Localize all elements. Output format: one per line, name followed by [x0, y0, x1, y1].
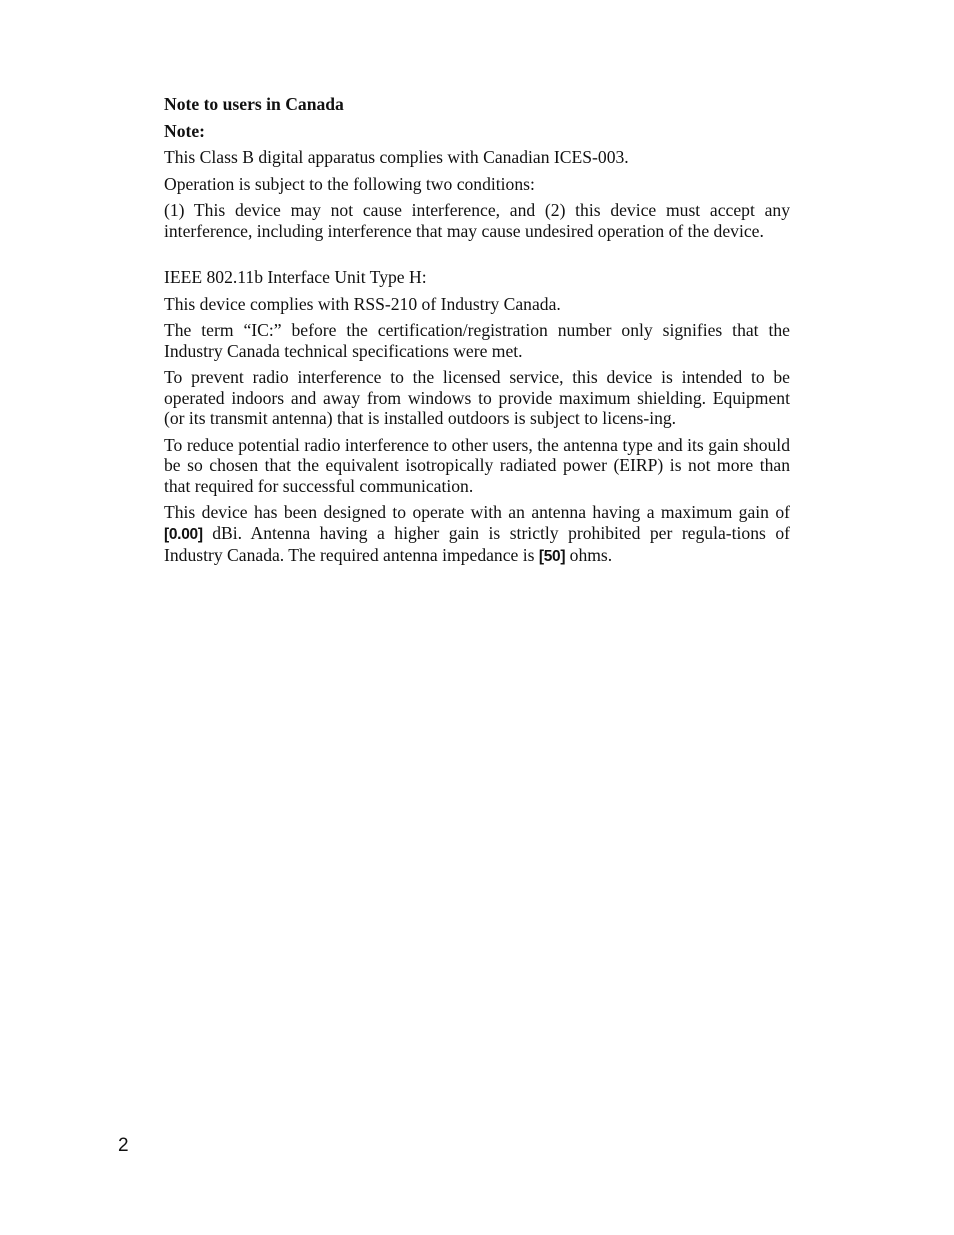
section-spacer — [164, 247, 790, 267]
ices-compliance-paragraph: This Class B digital apparatus complies with Canadian ICES-003. — [164, 147, 629, 167]
antenna-text-part: dBi. Antenna having a higher gain is strictly prohibited per regula-tions of Industry Canada. The required antenna impedance is — [164, 522, 790, 565]
conditions-paragraph: (1) This device may not cause interference, and (2) this device must accept any interference, including interference that may cause undesired operation of the device. — [164, 200, 790, 241]
rss-compliance-paragraph: This device complies with RSS-210 of Industry Canada. — [164, 293, 561, 314]
antenna-gain-paragraph — [164, 502, 790, 568]
impedance-value: [50] — [538, 548, 566, 565]
antenna-text-part: This device has been designed to operate with an antenna having a maximum gain of — [164, 502, 790, 522]
ic-term-paragraph: The term “IC:” before the certification/registration number only signifies that the Industry Canada technical specifications were met. — [164, 320, 790, 361]
ieee-section-title: IEEE 802.11b Interface Unit Type H: — [164, 267, 427, 287]
page-content — [164, 94, 790, 574]
note-label: Note: — [164, 120, 206, 141]
gain-value: [0.00] — [164, 525, 203, 543]
section-heading: Note to users in Canada — [164, 94, 344, 114]
page-number: 2 — [118, 1135, 129, 1156]
antenna-text-part: ohms. — [565, 545, 613, 565]
conditions-intro-paragraph: Operation is subject to the following two conditions: — [164, 173, 535, 194]
radio-interference-paragraph: To prevent radio interference to the licensed service, this device is intended to be operated indoors and away from windows to provide maximum shielding. Equipment (or its transmit antenna) that is installed outdoors is subject to licens-ing. — [164, 367, 790, 428]
antenna-type-paragraph: To reduce potential radio interference to other users, the antenna type and its gain should be so chosen that the equivalent isotropically radiated power (EIRP) is not more than that required for successful communication. — [164, 434, 790, 496]
